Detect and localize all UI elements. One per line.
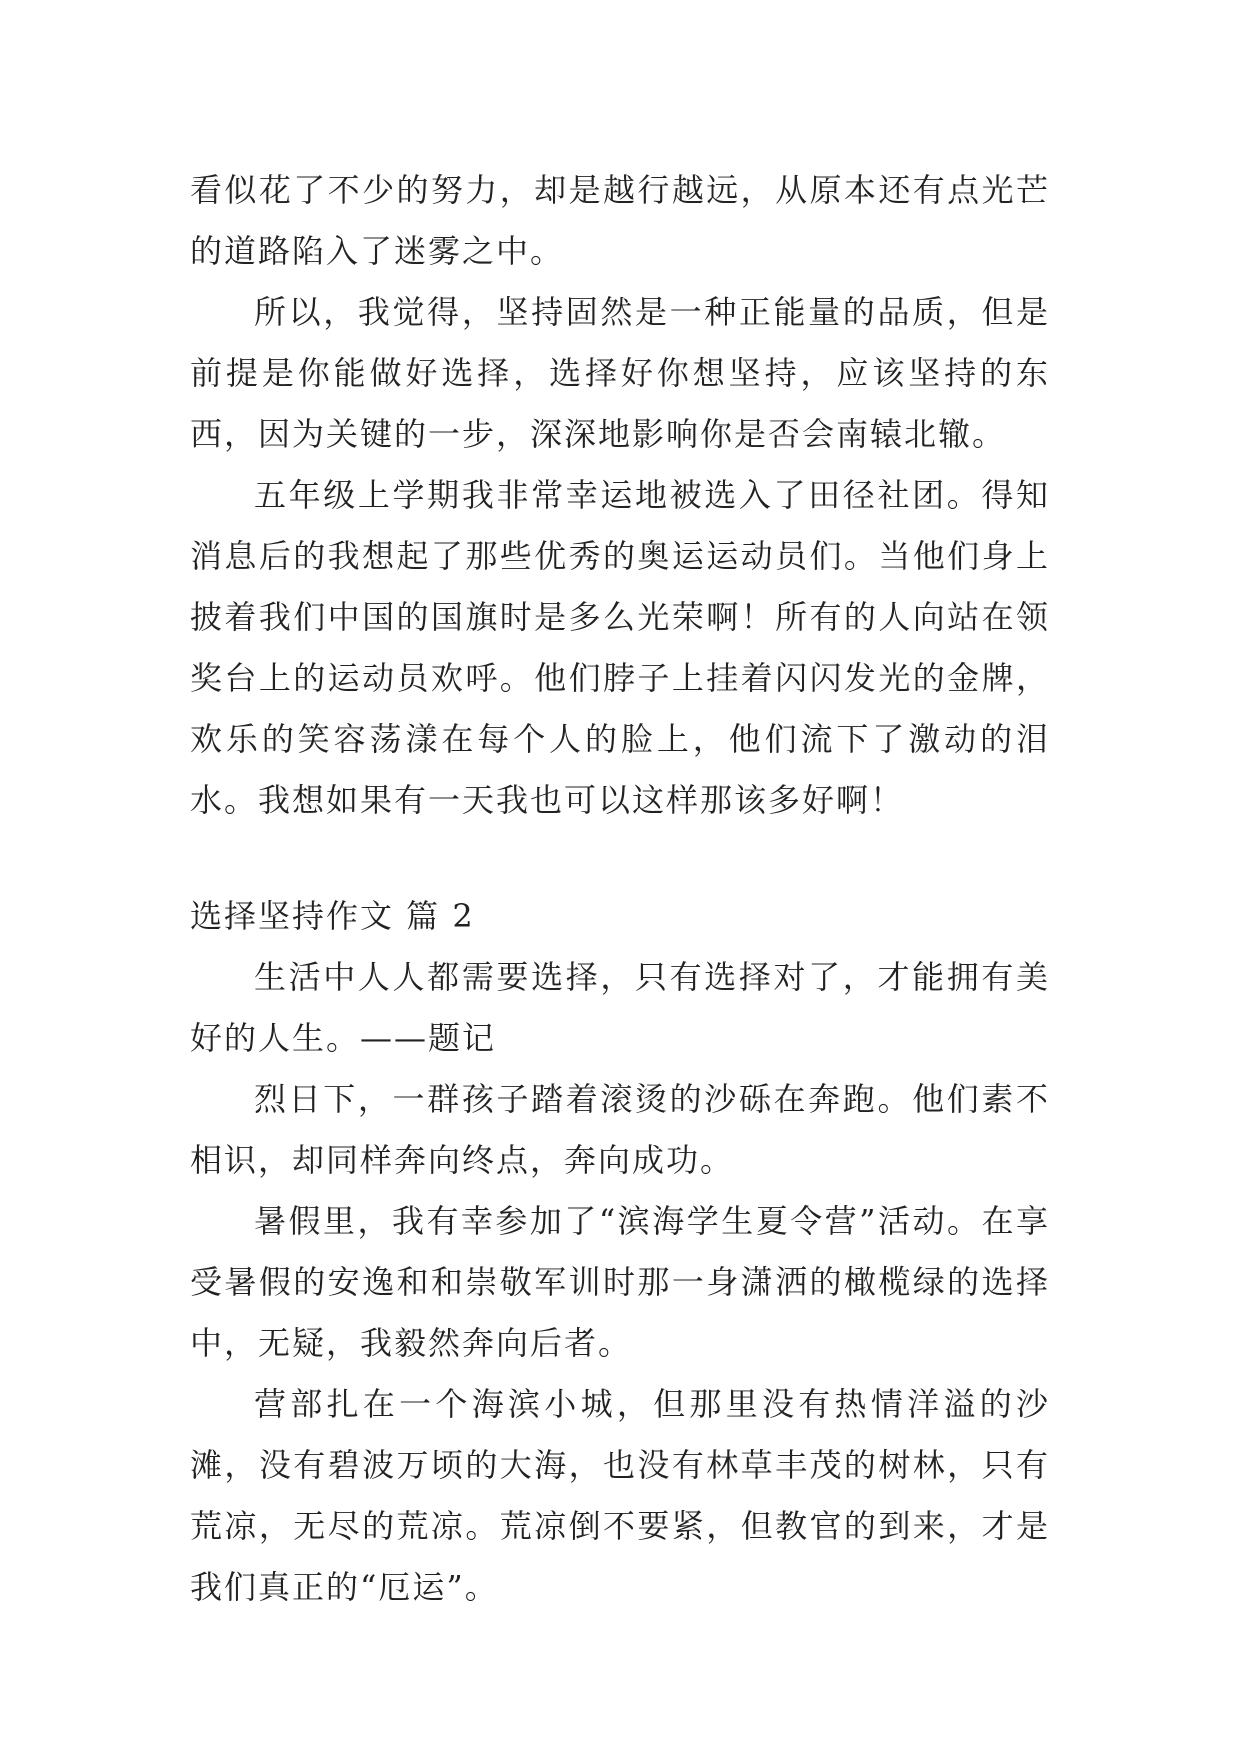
paragraph: 看似花了不少的努力，却是越行越远，从原本还有点光芒的道路陷入了迷雾之中。 [190, 171, 1050, 270]
document-body [190, 160, 1050, 1618]
paragraph: 暑假里，我有幸参加了“滨海学生夏令营”活动。在享受暑假的安逸和和崇敬军训时那一身潇洒的橄榄绿的选择中，无疑，我毅然奔向后者。 [190, 1202, 1050, 1362]
paragraph: 五年级上学期我非常幸运地被选入了田径社团。得知消息后的我想起了那些优秀的奥运运动员们。当他们身上披着我们中国的国旗时是多么光荣啊！所有的人向站在领奖台上的运动员欢呼。他们脖子上挂着闪闪发光的金牌，欢乐的笑容荡漾在每个人的脸上，他们流下了激动的泪水。我想如果有一天我也可以这样那该多好啊！ [190, 476, 1050, 819]
paragraph: 营部扎在一个海滨小城，但那里没有热情洋溢的沙滩，没有碧波万顷的大海，也没有林草丰茂的树林，只有荒凉，无尽的荒凉。荒凉倒不要紧，但教官的到来，才是我们真正的“厄运”。 [190, 1385, 1050, 1606]
paragraph: 所以，我觉得，坚持固然是一种正能量的品质，但是前提是你能做好选择，选择好你想坚持，应该坚持的东西，因为关键的一步，深深地影响你是否会南辕北辙。 [190, 293, 1050, 453]
paragraph: 生活中人人都需要选择，只有选择对了，才能拥有美好的人生。——题记 [190, 958, 1050, 1057]
paragraph: 烈日下，一群孩子踏着滚烫的沙砾在奔跑。他们素不相识，却同样奔向终点，奔向成功。 [190, 1080, 1050, 1179]
section-title: 选择坚持作文 篇 2 [190, 897, 475, 935]
